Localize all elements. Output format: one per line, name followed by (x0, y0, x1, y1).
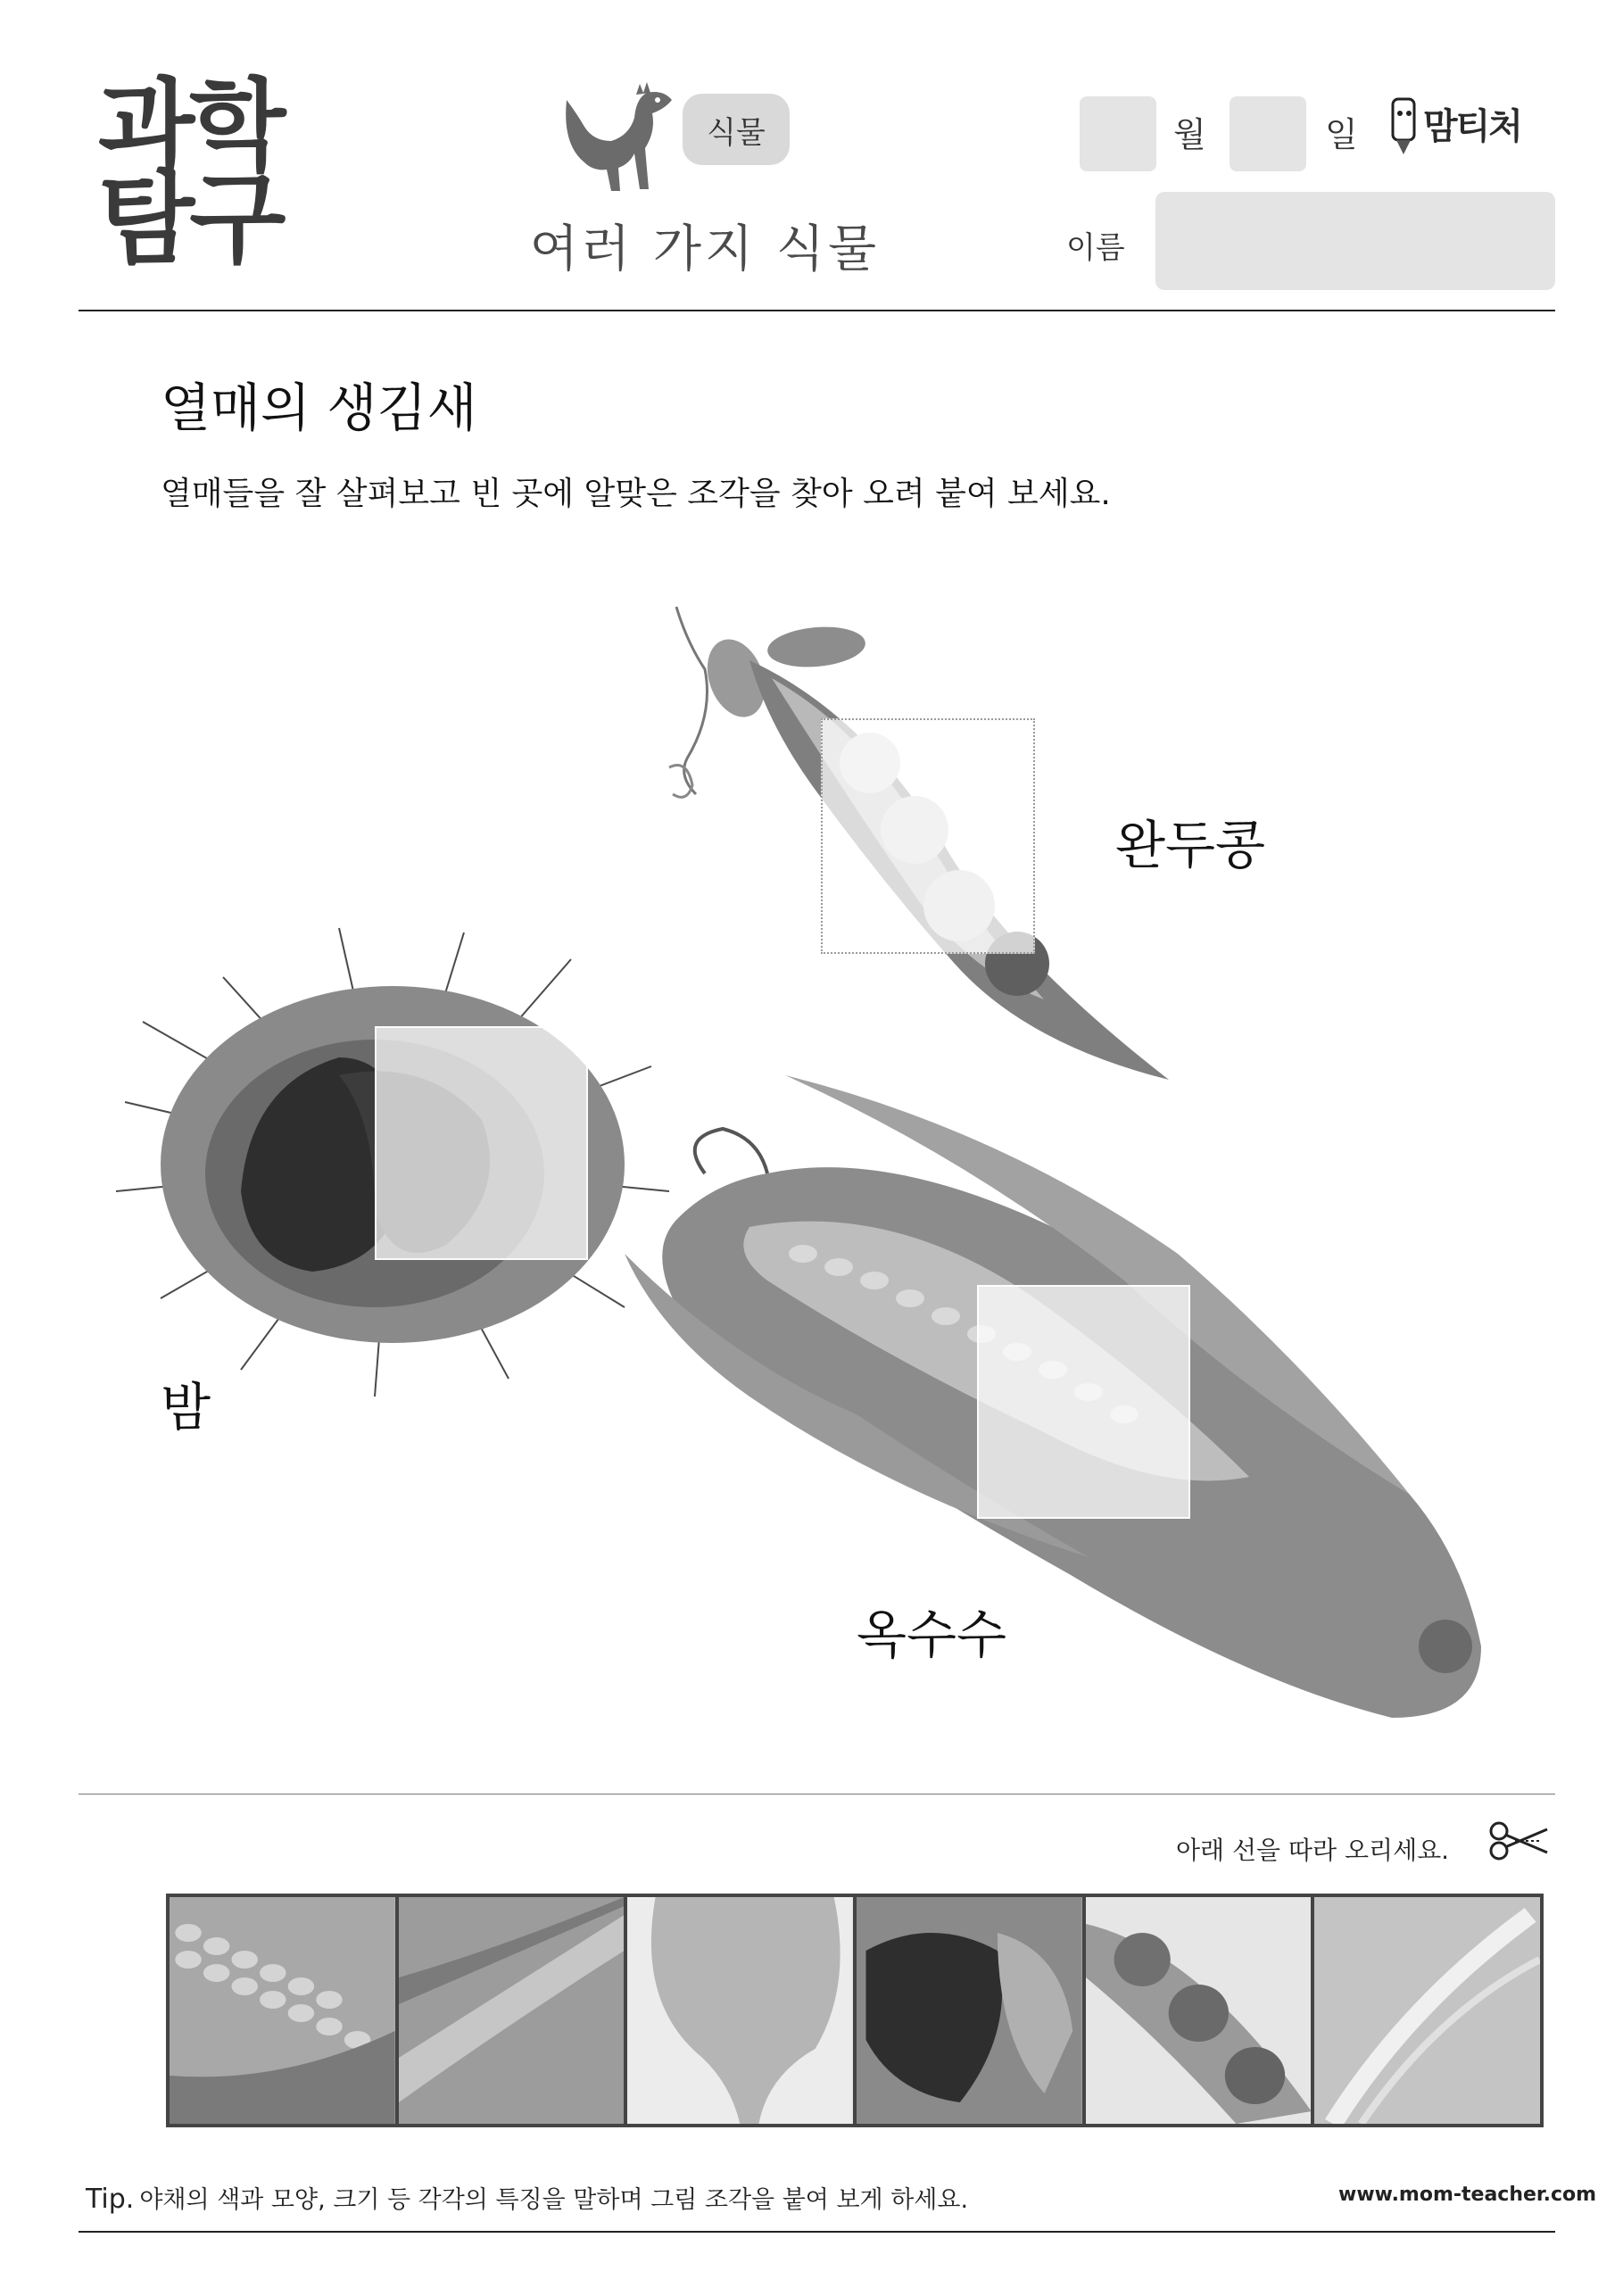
cut-section-divider (79, 1794, 1555, 1795)
corn-husk-piece[interactable] (399, 1897, 625, 2124)
logo-science-explore: 과학탐구 (98, 69, 281, 278)
month-input-box[interactable] (1080, 96, 1156, 171)
header-divider (79, 310, 1555, 311)
corn-kernels-piece[interactable] (170, 1897, 395, 2124)
website-url[interactable]: www.mom-teacher.com (1338, 2184, 1597, 2206)
cutout-pieces-strip (166, 1894, 1544, 2127)
cut-instruction: 아래 선을 따라 오리세요. (1176, 1836, 1450, 1865)
pencil-mascot-icon (1387, 94, 1420, 156)
page-title: 여러 가지 식물 (529, 220, 881, 278)
tip-prefix: Tip. (86, 2184, 135, 2215)
cabbage-leaf-piece[interactable] (1314, 1897, 1540, 2124)
tip-text (86, 2180, 968, 2215)
instruction-text: 열매들을 잘 살펴보고 빈 곳에 알맞은 조각을 찾아 오려 붙여 보세요. (161, 476, 1111, 512)
pea-blank-slot[interactable] (821, 718, 1035, 954)
footer-divider (79, 2231, 1555, 2233)
brand-logo: 맘티처 (1423, 106, 1521, 147)
scissors-icon (1488, 1820, 1549, 1861)
radish-root-piece[interactable] (627, 1897, 853, 2124)
dinosaur-icon (558, 82, 683, 198)
pea-pod-piece[interactable] (1086, 1897, 1312, 2124)
name-label: 이름 (1066, 230, 1125, 266)
chestnut-label: 밤 (161, 1377, 211, 1438)
month-label: 월 (1173, 115, 1206, 154)
section-title: 열매의 생김새 (161, 377, 477, 438)
chestnut-blank-slot[interactable] (375, 1026, 588, 1260)
corn-label: 옥수수 (857, 1604, 1007, 1665)
pea-label: 완두콩 (1115, 815, 1266, 875)
day-input-box[interactable] (1230, 96, 1306, 171)
day-label: 일 (1325, 115, 1358, 154)
name-input-box[interactable] (1155, 192, 1555, 290)
corn-blank-slot[interactable] (977, 1285, 1190, 1519)
category-badge: 식물 (683, 94, 790, 165)
chestnut-piece[interactable] (857, 1897, 1082, 2124)
tip-body: 야채의 색과 모양, 크기 등 각각의 특징을 말하며 그림 조각을 붙여 보게 하세요. (139, 2186, 969, 2214)
